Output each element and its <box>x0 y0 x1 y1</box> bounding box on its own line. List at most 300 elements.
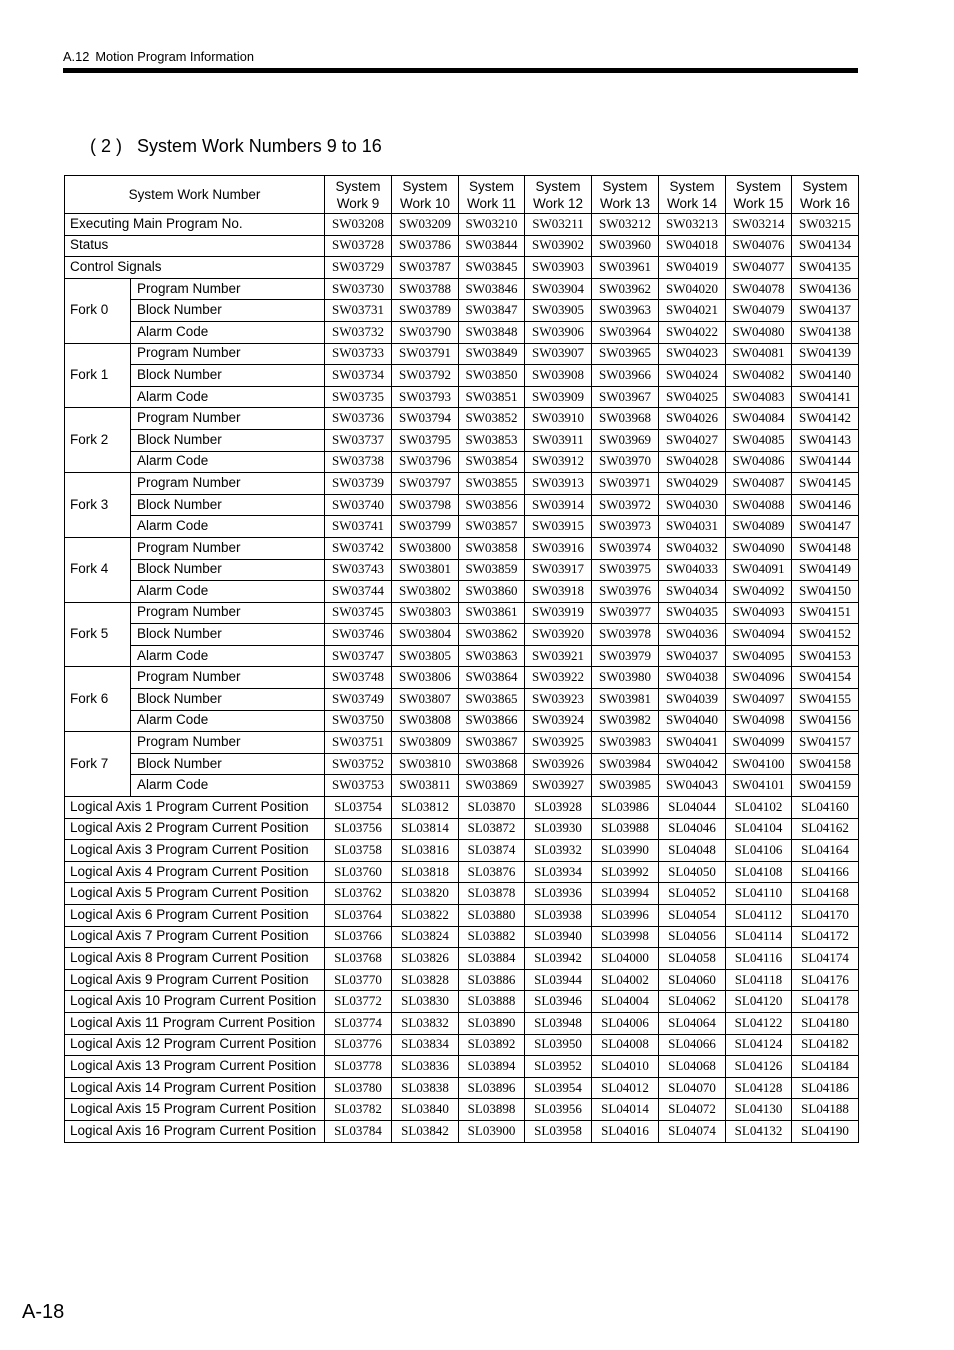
register-cell: SL03840 <box>392 1099 459 1121</box>
column-header <box>525 176 592 214</box>
register-cell: SL04106 <box>726 840 792 862</box>
register-cell: SW03211 <box>525 214 592 236</box>
column-header-line1: System <box>735 178 781 194</box>
register-cell: SW04020 <box>659 278 726 300</box>
table-row <box>65 1099 859 1121</box>
register-cell: SW03810 <box>392 753 459 775</box>
register-cell: SW03853 <box>459 429 525 451</box>
register-cell: SL03874 <box>459 840 525 862</box>
register-cell: SW04019 <box>659 257 726 279</box>
register-cell: SW03859 <box>459 559 525 581</box>
table-row <box>65 451 859 473</box>
register-cell: SW04038 <box>659 667 726 689</box>
register-cell: SW03974 <box>592 537 659 559</box>
register-cell: SL03940 <box>525 926 592 948</box>
register-cell: SL04182 <box>792 1034 859 1056</box>
register-cell: SL04130 <box>726 1099 792 1121</box>
register-cell: SW03730 <box>325 278 392 300</box>
register-cell: SL04056 <box>659 926 726 948</box>
register-cell: SL03890 <box>459 1012 525 1034</box>
register-cell: SL03888 <box>459 991 525 1013</box>
register-cell: SL04170 <box>792 905 859 927</box>
column-header-line1: System <box>602 178 648 194</box>
table-row <box>65 969 859 991</box>
table-row <box>65 948 859 970</box>
table-row <box>65 689 859 711</box>
register-cell: SL03956 <box>525 1099 592 1121</box>
column-header-line2: Work 11 <box>466 195 517 211</box>
register-cell: SW03962 <box>592 278 659 300</box>
register-cell: SW04141 <box>792 386 859 408</box>
register-cell: SW03809 <box>392 732 459 754</box>
register-cell: SW03800 <box>392 537 459 559</box>
register-cell: SW03856 <box>459 494 525 516</box>
register-cell: SL03764 <box>325 905 392 927</box>
column-header <box>459 176 525 214</box>
register-cell: SL04190 <box>792 1120 859 1142</box>
register-cell: SW04091 <box>726 559 792 581</box>
register-cell: SW03790 <box>392 321 459 343</box>
row-sublabel: Block Number <box>131 429 325 451</box>
register-cell: SL04058 <box>659 948 726 970</box>
register-cell: SW04028 <box>659 451 726 473</box>
row-sublabel: Program Number <box>131 667 325 689</box>
register-cell: SW04097 <box>726 689 792 711</box>
register-cell: SW03960 <box>592 235 659 257</box>
register-cell: SW04158 <box>792 753 859 775</box>
register-cell: SW03739 <box>325 473 392 495</box>
register-cell: SL03780 <box>325 1077 392 1099</box>
register-cell: SW03921 <box>525 645 592 667</box>
row-sublabel: Program Number <box>131 732 325 754</box>
register-cell: SL04104 <box>726 818 792 840</box>
register-cell: SW03738 <box>325 451 392 473</box>
register-cell: SL04120 <box>726 991 792 1013</box>
register-cell: SW03850 <box>459 365 525 387</box>
register-cell: SW04080 <box>726 321 792 343</box>
register-cell: SW03844 <box>459 235 525 257</box>
row-label: Logical Axis 10 Program Current Position <box>65 991 325 1013</box>
register-cell: SW03791 <box>392 343 459 365</box>
register-cell: SW03793 <box>392 386 459 408</box>
register-cell: SW04159 <box>792 775 859 797</box>
register-cell: SW03794 <box>392 408 459 430</box>
register-cell: SW04095 <box>726 645 792 667</box>
register-cell: SL04002 <box>592 969 659 991</box>
register-cell: SW03926 <box>525 753 592 775</box>
register-cell: SW04027 <box>659 429 726 451</box>
register-cell: SL04124 <box>726 1034 792 1056</box>
register-cell: SW03916 <box>525 537 592 559</box>
register-cell: SL03766 <box>325 926 392 948</box>
register-cell: SL03826 <box>392 948 459 970</box>
register-cell: SW03972 <box>592 494 659 516</box>
register-cell: SW04143 <box>792 429 859 451</box>
section-heading <box>90 135 382 157</box>
table-row <box>65 732 859 754</box>
register-cell: SL03836 <box>392 1056 459 1078</box>
register-cell: SW04082 <box>726 365 792 387</box>
register-cell: SW04140 <box>792 365 859 387</box>
register-cell: SW03741 <box>325 516 392 538</box>
register-cell: SW03919 <box>525 602 592 624</box>
register-cell: SW04024 <box>659 365 726 387</box>
register-cell: SL04168 <box>792 883 859 905</box>
running-header-title: Motion Program Information <box>95 49 254 64</box>
register-cell: SL03990 <box>592 840 659 862</box>
register-cell: SW04138 <box>792 321 859 343</box>
row-label: Logical Axis 3 Program Current Position <box>65 840 325 862</box>
register-cell: SW03734 <box>325 365 392 387</box>
table-row <box>65 365 859 387</box>
register-cell: SW03982 <box>592 710 659 732</box>
column-header-line2: Work 15 <box>733 195 784 211</box>
register-cell: SW03806 <box>392 667 459 689</box>
register-cell: SW03808 <box>392 710 459 732</box>
register-cell: SW04025 <box>659 386 726 408</box>
column-header-line2: Work 13 <box>599 195 651 211</box>
register-cell: SW03913 <box>525 473 592 495</box>
register-cell: SL04180 <box>792 1012 859 1034</box>
register-cell: SL04172 <box>792 926 859 948</box>
table-row <box>65 321 859 343</box>
register-cell: SW04032 <box>659 537 726 559</box>
table-row <box>65 1012 859 1034</box>
row-sublabel: Block Number <box>131 624 325 646</box>
register-cell: SW03213 <box>659 214 726 236</box>
register-cell: SW03803 <box>392 602 459 624</box>
corner-header: System Work Number <box>65 176 325 214</box>
section-heading-number: ( 2 ) <box>90 136 123 156</box>
register-cell: SW04035 <box>659 602 726 624</box>
table-row <box>65 840 859 862</box>
column-header <box>392 176 459 214</box>
register-cell: SW04039 <box>659 689 726 711</box>
register-cell: SW04043 <box>659 775 726 797</box>
table-row <box>65 818 859 840</box>
column-header-line1: System <box>535 178 581 194</box>
register-cell: SW04155 <box>792 689 859 711</box>
row-sublabel: Block Number <box>131 300 325 322</box>
register-cell: SW04022 <box>659 321 726 343</box>
register-cell: SW04087 <box>726 473 792 495</box>
row-sublabel: Block Number <box>131 559 325 581</box>
register-cell: SL04062 <box>659 991 726 1013</box>
row-sublabel: Block Number <box>131 365 325 387</box>
register-cell: SL03778 <box>325 1056 392 1078</box>
table-row <box>65 408 859 430</box>
register-cell: SL03934 <box>525 861 592 883</box>
register-cell: SW03911 <box>525 429 592 451</box>
row-sublabel: Block Number <box>131 753 325 775</box>
register-cell: SW04156 <box>792 710 859 732</box>
table-row <box>65 883 859 905</box>
column-header-line2: Work 12 <box>532 195 584 211</box>
register-cell: SL03988 <box>592 818 659 840</box>
register-cell: SL03820 <box>392 883 459 905</box>
register-cell: SL03870 <box>459 797 525 819</box>
register-cell: SW04093 <box>726 602 792 624</box>
register-cell: SL04112 <box>726 905 792 927</box>
row-sublabel: Alarm Code <box>131 451 325 473</box>
register-cell: SW04077 <box>726 257 792 279</box>
register-cell: SW04076 <box>726 235 792 257</box>
register-cell: SL04102 <box>726 797 792 819</box>
row-sublabel: Alarm Code <box>131 775 325 797</box>
register-cell: SW03792 <box>392 365 459 387</box>
table-row <box>65 1077 859 1099</box>
register-cell: SL03998 <box>592 926 659 948</box>
register-cell: SW03923 <box>525 689 592 711</box>
register-cell: SL03834 <box>392 1034 459 1056</box>
register-cell: SW03973 <box>592 516 659 538</box>
register-cell: SW04094 <box>726 624 792 646</box>
fork-label: Fork 1 <box>65 343 131 408</box>
register-cell: SW03860 <box>459 581 525 603</box>
register-cell: SW04136 <box>792 278 859 300</box>
register-cell: SW04149 <box>792 559 859 581</box>
register-cell: SW03214 <box>726 214 792 236</box>
table-row <box>65 386 859 408</box>
register-cell: SW03746 <box>325 624 392 646</box>
register-cell: SL03754 <box>325 797 392 819</box>
register-cell: SL03770 <box>325 969 392 991</box>
register-cell: SW03787 <box>392 257 459 279</box>
register-cell: SW03967 <box>592 386 659 408</box>
register-cell: SW03905 <box>525 300 592 322</box>
register-cell: SL03930 <box>525 818 592 840</box>
register-cell: SW03920 <box>525 624 592 646</box>
register-cell: SL03986 <box>592 797 659 819</box>
register-cell: SW03912 <box>525 451 592 473</box>
register-cell: SW04145 <box>792 473 859 495</box>
register-cell: SW03747 <box>325 645 392 667</box>
table-row <box>65 1120 859 1142</box>
register-cell: SW03210 <box>459 214 525 236</box>
register-cell: SW03985 <box>592 775 659 797</box>
register-cell: SL04006 <box>592 1012 659 1034</box>
register-cell: SL04066 <box>659 1034 726 1056</box>
row-label: Logical Axis 9 Program Current Position <box>65 969 325 991</box>
row-label: Logical Axis 5 Program Current Position <box>65 883 325 905</box>
register-cell: SL03822 <box>392 905 459 927</box>
register-cell: SL03768 <box>325 948 392 970</box>
register-cell: SW03863 <box>459 645 525 667</box>
register-cell: SL03882 <box>459 926 525 948</box>
register-cell: SW04152 <box>792 624 859 646</box>
register-cell: SW03732 <box>325 321 392 343</box>
column-header-line1: System <box>802 178 848 194</box>
register-cell: SL04122 <box>726 1012 792 1034</box>
register-cell: SL03762 <box>325 883 392 905</box>
table-row <box>65 473 859 495</box>
register-cell: SL03812 <box>392 797 459 819</box>
register-cell: SW03731 <box>325 300 392 322</box>
register-cell: SW03209 <box>392 214 459 236</box>
register-cell: SL04004 <box>592 991 659 1013</box>
row-sublabel: Alarm Code <box>131 645 325 667</box>
register-cell: SW03796 <box>392 451 459 473</box>
fork-label: Fork 3 <box>65 473 131 538</box>
row-sublabel: Program Number <box>131 473 325 495</box>
column-header <box>325 176 392 214</box>
register-cell: SW03971 <box>592 473 659 495</box>
column-header-line1: System <box>402 178 448 194</box>
register-cell: SL03772 <box>325 991 392 1013</box>
column-header <box>659 176 726 214</box>
register-cell: SL03842 <box>392 1120 459 1142</box>
register-cell: SL03992 <box>592 861 659 883</box>
register-cell: SW03864 <box>459 667 525 689</box>
register-cell: SW03908 <box>525 365 592 387</box>
register-cell: SW03737 <box>325 429 392 451</box>
register-cell: SW03846 <box>459 278 525 300</box>
register-cell: SL04070 <box>659 1077 726 1099</box>
register-cell: SW04034 <box>659 581 726 603</box>
row-sublabel: Alarm Code <box>131 516 325 538</box>
register-cell: SW03925 <box>525 732 592 754</box>
register-cell: SW04146 <box>792 494 859 516</box>
register-cell: SL04164 <box>792 840 859 862</box>
register-cell: SL04044 <box>659 797 726 819</box>
section-heading-title: System Work Numbers 9 to 16 <box>137 136 382 156</box>
register-cell: SW03861 <box>459 602 525 624</box>
register-cell: SW03963 <box>592 300 659 322</box>
register-cell: SW03918 <box>525 581 592 603</box>
register-cell: SW03907 <box>525 343 592 365</box>
register-cell: SL03896 <box>459 1077 525 1099</box>
register-cell: SW03795 <box>392 429 459 451</box>
register-cell: SW03984 <box>592 753 659 775</box>
register-cell: SW04079 <box>726 300 792 322</box>
register-cell: SW03750 <box>325 710 392 732</box>
register-cell: SW03865 <box>459 689 525 711</box>
register-cell: SL03878 <box>459 883 525 905</box>
register-cell: SL04012 <box>592 1077 659 1099</box>
register-cell: SW04033 <box>659 559 726 581</box>
register-cell: SW04142 <box>792 408 859 430</box>
row-label: Executing Main Program No. <box>65 214 325 236</box>
register-cell: SL04174 <box>792 948 859 970</box>
register-cell: SW03849 <box>459 343 525 365</box>
register-cell: SW04036 <box>659 624 726 646</box>
register-cell: SW04096 <box>726 667 792 689</box>
register-cell: SW03979 <box>592 645 659 667</box>
register-cell: SW03740 <box>325 494 392 516</box>
column-header-line2: Work 10 <box>399 195 451 211</box>
register-cell: SL03928 <box>525 797 592 819</box>
register-cell: SW04088 <box>726 494 792 516</box>
register-cell: SW03978 <box>592 624 659 646</box>
register-cell: SW03753 <box>325 775 392 797</box>
table-body <box>65 214 859 1143</box>
register-cell: SW03968 <box>592 408 659 430</box>
register-cell: SW04153 <box>792 645 859 667</box>
register-cell: SW03866 <box>459 710 525 732</box>
row-sublabel: Program Number <box>131 602 325 624</box>
register-cell: SW03857 <box>459 516 525 538</box>
register-cell: SL03876 <box>459 861 525 883</box>
row-sublabel: Alarm Code <box>131 386 325 408</box>
register-cell: SW03751 <box>325 732 392 754</box>
register-cell: SW04154 <box>792 667 859 689</box>
register-cell: SL03832 <box>392 1012 459 1034</box>
register-cell: SW03807 <box>392 689 459 711</box>
register-cell: SW03735 <box>325 386 392 408</box>
register-cell: SW03927 <box>525 775 592 797</box>
table-row <box>65 494 859 516</box>
register-cell: SW04031 <box>659 516 726 538</box>
register-cell: SL03948 <box>525 1012 592 1034</box>
register-cell: SW03909 <box>525 386 592 408</box>
register-cell: SW03789 <box>392 300 459 322</box>
register-cell: SL03758 <box>325 840 392 862</box>
register-cell: SW03797 <box>392 473 459 495</box>
column-header <box>592 176 659 214</box>
register-cell: SL04186 <box>792 1077 859 1099</box>
row-label: Status <box>65 235 325 257</box>
register-cell: SW03804 <box>392 624 459 646</box>
register-cell: SW04030 <box>659 494 726 516</box>
register-cell: SL03994 <box>592 883 659 905</box>
register-cell: SL04132 <box>726 1120 792 1142</box>
register-cell: SW04139 <box>792 343 859 365</box>
register-cell: SL03938 <box>525 905 592 927</box>
fork-label: Fork 2 <box>65 408 131 473</box>
register-cell: SW04021 <box>659 300 726 322</box>
register-cell: SL04064 <box>659 1012 726 1034</box>
row-label: Logical Axis 15 Program Current Position <box>65 1099 325 1121</box>
register-cell: SW03904 <box>525 278 592 300</box>
fork-label: Fork 6 <box>65 667 131 732</box>
register-cell: SW04085 <box>726 429 792 451</box>
register-cell: SL04110 <box>726 883 792 905</box>
register-cell: SL03784 <box>325 1120 392 1142</box>
register-cell: SW03902 <box>525 235 592 257</box>
register-cell: SW03869 <box>459 775 525 797</box>
fork-label: Fork 7 <box>65 732 131 797</box>
register-cell: SW04135 <box>792 257 859 279</box>
register-cell: SW03922 <box>525 667 592 689</box>
table-row <box>65 1034 859 1056</box>
column-header-line2: Work 14 <box>666 195 718 211</box>
table-row <box>65 905 859 927</box>
row-label: Logical Axis 14 Program Current Position <box>65 1077 325 1099</box>
register-cell: SW03981 <box>592 689 659 711</box>
row-sublabel: Program Number <box>131 537 325 559</box>
row-sublabel: Alarm Code <box>131 581 325 603</box>
register-cell: SW03729 <box>325 257 392 279</box>
register-cell: SL04060 <box>659 969 726 991</box>
register-cell: SW03728 <box>325 235 392 257</box>
register-cell: SL04118 <box>726 969 792 991</box>
row-label: Logical Axis 12 Program Current Position <box>65 1034 325 1056</box>
register-cell: SW04084 <box>726 408 792 430</box>
register-cell: SL03944 <box>525 969 592 991</box>
register-cell: SW03748 <box>325 667 392 689</box>
register-cell: SL03838 <box>392 1077 459 1099</box>
register-cell: SL04074 <box>659 1120 726 1142</box>
register-cell: SW03788 <box>392 278 459 300</box>
register-cell: SL03830 <box>392 991 459 1013</box>
column-header <box>792 176 859 214</box>
register-cell: SW03970 <box>592 451 659 473</box>
row-label: Logical Axis 4 Program Current Position <box>65 861 325 883</box>
register-cell: SW04040 <box>659 710 726 732</box>
column-header-line2: Work 16 <box>799 195 851 211</box>
register-cell: SL03760 <box>325 861 392 883</box>
register-cell: SW03854 <box>459 451 525 473</box>
